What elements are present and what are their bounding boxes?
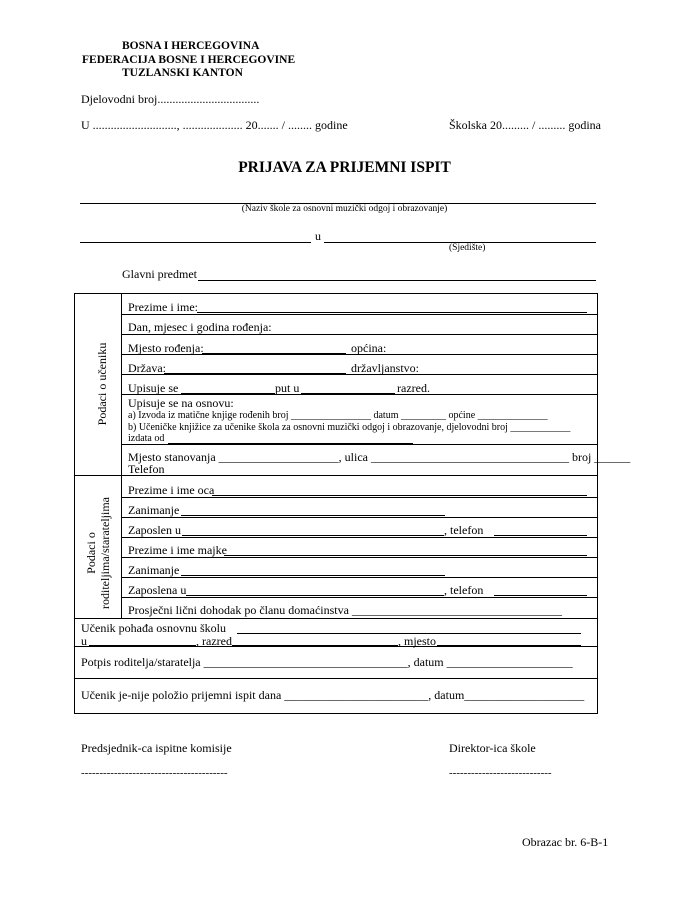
- otac-field[interactable]: [212, 495, 587, 496]
- parent-section-label-2: roditeljima/starateljima: [98, 497, 112, 609]
- drzava-field[interactable]: [164, 373, 346, 374]
- telefon-label: Telefon: [128, 462, 165, 476]
- zaposlena-label: Zaposlena u: [128, 583, 187, 597]
- upisuje-se-label: Upisuje se: [128, 381, 179, 395]
- telefon-majke-field[interactable]: [494, 595, 587, 596]
- upisuje-se-field[interactable]: [181, 393, 275, 394]
- header-federation: FEDERACIJA BOSNE I HERCEGOVINE: [82, 54, 296, 66]
- prezime-ime-field[interactable]: [197, 312, 587, 313]
- pohadja-u-field[interactable]: [89, 645, 196, 646]
- drzavljanstvo-label: državljanstvo:: [351, 361, 419, 375]
- osnov-title: Upisuje se na osnovu:: [128, 396, 234, 410]
- mjesto-rodjenja-label: Mjesto rođenja:: [128, 341, 204, 355]
- izdata-od-field[interactable]: [168, 443, 413, 444]
- zanimanje-oca-label: Zanimanje: [128, 503, 180, 517]
- seat-left-line[interactable]: [80, 242, 311, 243]
- prezime-ime-label: Prezime i ime:: [128, 300, 198, 314]
- telefon-oca-field[interactable]: [494, 535, 587, 536]
- sjediste-caption: (Sjedište): [449, 243, 486, 253]
- predsjednik-label: Predsjednik-ca ispitne komisije: [81, 741, 232, 755]
- school-name-caption: (Naziv škole za osnovni muzički odgoj i obrazovanje): [241, 204, 448, 214]
- place-date-field[interactable]: U ............................, .................... 20....... / ........ godine: [81, 118, 348, 132]
- zanimanje-majke-label: Zanimanje: [128, 563, 180, 577]
- parent-section-label-1: Podaci o: [84, 532, 98, 574]
- side-column-divider: [121, 293, 122, 618]
- predsjednik-signature-line[interactable]: ----------------------------------------: [81, 767, 228, 779]
- izdata-od-label: izdata od: [128, 433, 165, 444]
- osnov-b-field[interactable]: b) Učeničke knjižice za učenike škola za osnovni muzički odgoj i obrazovanje, djelovodni broj ____________: [128, 422, 571, 433]
- pohadja-razred-field[interactable]: [232, 645, 398, 646]
- datum-rodjenja-label: Dan, mjesec i godina rođenja:: [128, 320, 272, 334]
- zaposlena-field[interactable]: [186, 595, 444, 596]
- pohadja-u-label: u: [81, 634, 87, 648]
- zanimanje-majke-field[interactable]: [181, 575, 445, 576]
- razred-field[interactable]: [301, 393, 395, 394]
- header-country: BOSNA I HERCEGOVINA: [122, 40, 260, 52]
- pohadja-label: Učenik pohađa osnovnu školu: [81, 621, 226, 635]
- drzava-label: Država:: [128, 361, 166, 375]
- glavni-predmet-line[interactable]: [198, 280, 596, 281]
- mjesto-rodjenja-field[interactable]: [202, 353, 346, 354]
- prijemni-ispit-field[interactable]: Učenik je-nije položio prijemni ispit dana ________________________, datum____________________: [81, 688, 585, 702]
- zaposlen-field[interactable]: [182, 535, 444, 536]
- form-code: Obrazac br. 6-B-1: [522, 835, 609, 849]
- direktor-signature-line[interactable]: ----------------------------: [449, 767, 552, 779]
- u-label: u: [315, 229, 321, 243]
- glavni-predmet-label: Glavni predmet: [122, 267, 197, 281]
- mjesto-stanovanja-field[interactable]: Mjesto stanovanja ____________________, ulica _________________________________ broj ______: [128, 450, 631, 464]
- zanimanje-oca-field[interactable]: [181, 515, 445, 516]
- pohadja-mjesto-field[interactable]: [437, 645, 581, 646]
- razred-label: razred.: [397, 381, 430, 395]
- djelovodni-broj-field[interactable]: Djelovodni broj..................................: [81, 92, 260, 106]
- put-u-label: put u: [275, 381, 300, 395]
- opcina-label: općina:: [351, 341, 387, 355]
- majka-field[interactable]: [224, 555, 587, 556]
- dohodak-field[interactable]: Prosječni lični dohodak po članu domaćinstva ___________________________________: [128, 603, 562, 617]
- telefon-majke-label: , telefon: [444, 583, 484, 597]
- pohadja-razred-label: , razred: [196, 634, 232, 648]
- majka-label: Prezime i ime majke: [128, 543, 227, 557]
- parent-section-label: [84, 468, 112, 638]
- otac-label: Prezime i ime oca: [128, 483, 215, 497]
- page-title: PRIJAVA ZA PRIJEMNI ISPIT: [238, 159, 451, 176]
- pohadja-mjesto-label: , mjesto: [398, 634, 436, 648]
- telefon-oca-label: , telefon: [444, 523, 484, 537]
- direktor-label: Direktor-ica škole: [449, 741, 536, 755]
- student-section-label: Podaci o učeniku: [95, 342, 109, 426]
- header-canton: TUZLANSKI KANTON: [122, 67, 243, 79]
- osnov-a-field[interactable]: a) Izvoda iz matične knjige rođenih broj ________________ datum _________ općine ______________: [128, 410, 548, 421]
- potpis-roditelja-field[interactable]: Potpis roditelja/staratelja __________________________________, datum _____________________: [81, 655, 573, 669]
- zaposlen-label: Zaposlen u: [128, 523, 181, 537]
- school-year-field[interactable]: Školska 20......... / ......... godina: [449, 118, 601, 132]
